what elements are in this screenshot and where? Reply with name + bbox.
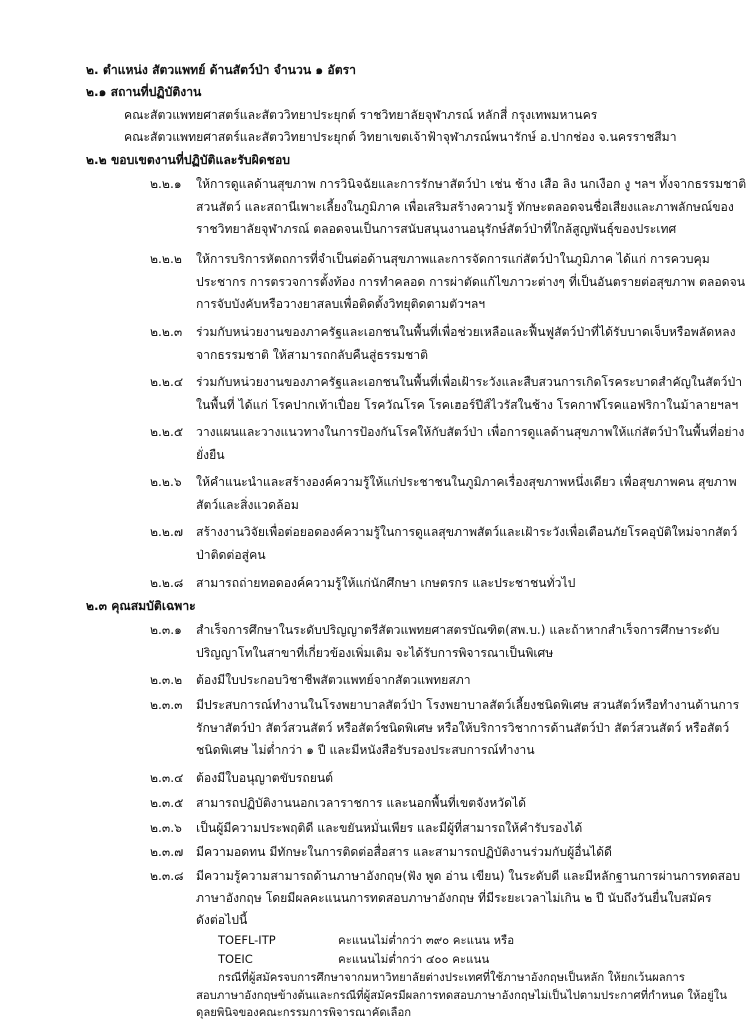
item-line: ให้การบริการหัตถการที่จำเป็นต่อด้านสุขภาพและการจัดการแก่สัตว์ป่าในภูมิภาค ได้แก่ การควบคุม xyxy=(196,252,710,266)
scope-item xyxy=(196,521,738,566)
item-line: สามารถปฏิบัติงานนอกเวลาราชการ และนอกพื้นที่เขตจังหวัดได้ xyxy=(196,796,527,810)
exception-line: ดุลยพินิจของคณะกรรมการพิจารณาคัดเลือก xyxy=(196,1006,412,1019)
item-line: วางแผนและวางแนวทางในการป้องกันโรคให้กับสัตว์ป่า เพื่อการดูแลด้านสุขภาพให้แก่สัตว์ป่าในพื้นที่อย่าง xyxy=(196,425,745,439)
item-line: ยั่งยืน xyxy=(196,447,225,462)
item-line: รักษาสัตว์ป่า สัตว์สวนสัตว์ หรือสัตว์ชนิดพิเศษ หรือให้บริการวิชาการด้านสัตว์ป่า สัตว์สวนสัตว์ หรือสัตว์ xyxy=(196,720,730,735)
item-line: สามารถถ่ายทอดองค์ความรู้ให้แก่นักศึกษา เกษตรกร และประชาชนทั่วไป xyxy=(196,576,576,590)
test-score: คะแนนไม่ต่ำกว่า ๔๐๐ คะแนน xyxy=(338,952,490,966)
item-line: ราชวิทยาลัยจุฬาภรณ์ ตลอดจนเป็นการสนับสนุนงานอนุรักษ์สัตว์ป่าที่ใกล้สูญพันธุ์ของประเทศ xyxy=(196,222,677,236)
scope-item-number: ๒.๒.๗ xyxy=(150,525,183,539)
qualification-item xyxy=(196,817,671,840)
test-name: TOEIC xyxy=(218,952,253,966)
test-score: คะแนนไม่ต่ำกว่า ๓๙๐ คะแนน หรือ xyxy=(338,933,515,947)
qualification-item xyxy=(196,841,671,864)
item-line: ให้คำแนะนำและสร้างองค์ความรู้ให้แก่ประชาชนในภูมิภาคเรื่องสุขภาพหนึ่งเดียว เพื่อสุขภาพคน สุขภาพ xyxy=(196,475,737,489)
scope-item xyxy=(196,572,671,595)
scope-item-number: ๒.๒.๕ xyxy=(150,425,184,439)
item-line: มีความรู้ความสามารถด้านภาษาอังกฤษ(ฟัง พูด อ่าน เขียน) ในระดับดี และมีหลักฐานการผ่านการทดสอบ xyxy=(196,869,741,883)
scope-item xyxy=(196,421,745,466)
qualifications-heading: ๒.๓ คุณสมบัติเฉพาะ xyxy=(86,599,196,613)
qualification-item xyxy=(196,669,671,692)
scope-item-number: ๒.๒.๑ xyxy=(150,177,182,191)
item-line: ต้องมีใบประกอบวิชาชีพสัตวแพทย์จากสัตวแพทยสภา xyxy=(196,673,471,687)
qualification-item-number: ๒.๓.๖ xyxy=(150,821,182,835)
qualification-item xyxy=(196,619,720,664)
scope-item-number: ๒.๒.๔ xyxy=(150,375,184,389)
qualification-item-number: ๒.๓.๓ xyxy=(150,698,183,712)
workplace-heading: ๒.๑ สถานที่ปฏิบัติงาน xyxy=(86,85,202,99)
scope-heading: ๒.๒ ขอบเขตงานที่ปฏิบัติและรับผิดชอบ xyxy=(86,153,291,167)
qualification-item xyxy=(196,792,671,815)
qualification-item-number: ๒.๓.๑ xyxy=(150,623,182,637)
qualification-item-number: ๒.๓.๔ xyxy=(150,771,184,785)
scope-item-number: ๒.๒.๖ xyxy=(150,475,182,489)
qualification-item-number: ๒.๓.๘ xyxy=(150,869,184,883)
workplace-line: คณะสัตวแพทยศาสตร์และสัตววิทยาประยุกต์ วิทยาเขตเจ้าฟ้าจุฬาภรณ์พนารักษ์ อ.ปากช่อง จ.นครราชสีมา xyxy=(124,130,677,144)
qualification-item xyxy=(196,694,740,762)
qualification-item xyxy=(196,865,741,931)
qualification-item-number: ๒.๓.๗ xyxy=(150,845,184,859)
qualification-item-number: ๒.๓.๕ xyxy=(150,796,184,810)
item-line: มีประสบการณ์ทำงานในโรงพยาบาลสัตว์ป่า โรงพยาบาลสัตว์เลี้ยงชนิดพิเศษ สวนสัตว์หรือทำงานด้านการ xyxy=(196,698,740,712)
test-name: TOEFL-ITP xyxy=(218,933,276,947)
item-line: ดังต่อไปนี้ xyxy=(196,913,248,927)
item-line: ประชากร การตรวจการตั้งท้อง การทำคลอด การผ่าตัดแก้ไขภาวะต่างๆ ที่เป็นอันตรายต่อสุขภาพ ตลอดจน xyxy=(196,274,746,289)
qualification-item-number: ๒.๓.๒ xyxy=(150,673,183,687)
scope-item xyxy=(196,321,736,366)
section-heading: ๒. ตำแหน่ง สัตวแพทย์ ด้านสัตว์ป่า จำนวน ๑ อัตรา xyxy=(86,63,357,77)
item-line: ปริญญาโทในสาขาที่เกี่ยวข้องเพิ่มเติม จะได้รับการพิจารณาเป็นพิเศษ xyxy=(196,645,554,660)
item-line: สำเร็จการศึกษาในระดับปริญญาตรีสัตวแพทยศาสตรบัณฑิต(สพ.บ.) และถ้าหากสำเร็จการศึกษาระดับ xyxy=(196,623,720,637)
item-line: สวนสัตว์ และสถานีเพาะเลี้ยงในภูมิภาค เพื่อเสริมสร้างความรู้ ทักษะตลอดจนชื่อเสียงและภาพลักษณ์ของ xyxy=(196,199,734,214)
scope-item-number: ๒.๒.๒ xyxy=(150,252,182,266)
item-line: ให้การดูแลด้านสุขภาพ การวินิจฉัยและการรักษาสัตว์ป่า เช่น ช้าง เสือ ลิง นกเงือก งู ฯลฯ ทั้งจากธรรมชาติ xyxy=(196,177,746,191)
workplace-line: คณะสัตวแพทยศาสตร์และสัตววิทยาประยุกต์ ราชวิทยาลัยจุฬาภรณ์ หลักสี่ กรุงเทพมหานคร xyxy=(124,108,598,122)
item-line: ชนิดพิเศษ ไม่ต่ำกว่า ๑ ปี และมีหนังสือรับรองประสบการณ์ทำงาน xyxy=(196,743,535,757)
item-line: จากธรรมชาติ ให้สามารถกลับคืนสู่ธรรมชาติ xyxy=(196,347,429,362)
item-line: ร่วมกับหน่วยงานของภาครัฐและเอกชนในพื้นที่เพื่อช่วยเหลือและฟื้นฟูสัตว์ป่าที่ได้รับบาดเจ็บหรือพลัดหลง xyxy=(196,325,736,339)
scope-item xyxy=(196,471,737,516)
item-line: ภาษาอังกฤษ โดยมีผลคะแนนการทดสอบภาษาอังกฤษ ที่มีระยะเวลาไม่เกิน ๒ ปี นับถึงวันยื่นใบสมัคร xyxy=(196,891,712,905)
item-line: ต้องมีใบอนุญาตขับรถยนต์ xyxy=(196,771,334,785)
item-line: มีความอดทน มีทักษะในการติดต่อสื่อสาร และสามารถปฏิบัติงานร่วมกับผู้อื่นได้ดี xyxy=(196,845,612,859)
scope-item-number: ๒.๒.๓ xyxy=(150,325,183,339)
scope-item xyxy=(196,173,746,241)
item-line: สัตว์และสิ่งแวดล้อม xyxy=(196,497,299,512)
exception-line: สอบภาษาอังกฤษข้างต้นและกรณีที่ผู้สมัครมีผลการทดสอบภาษาอังกฤษไม่เป็นไปตามประกาศที่กำหนด ให้อยู่ใน xyxy=(196,989,727,1002)
item-line: ป่าติดต่อสู่คน xyxy=(196,547,266,562)
qualification-item xyxy=(196,767,671,790)
item-line: ในพื้นที่ ได้แก่ โรคปากเท้าเปื่อย โรควัณโรค โรคเฮอร์ปีส์ไวรัสในช้าง โรคกาฬโรคแอฟริกาในม้าลายฯลฯ xyxy=(196,397,739,412)
scope-item xyxy=(196,248,746,316)
item-line: เป็นผู้มีความประพฤติดี และขยันหมั่นเพียร และมีผู้ที่สามารถให้คำรับรองได้ xyxy=(196,821,583,835)
scope-item xyxy=(196,371,743,416)
item-line: การจับบังคับหรือวางยาสลบเพื่อติดตั้งวิทยุติดตามตัวฯลฯ xyxy=(196,297,486,311)
item-line: สร้างงานวิจัยเพื่อต่อยอดองค์ความรู้ในการดูแลสุขภาพสัตว์และเฝ้าระวังเพื่อเตือนภัยโรคอุบัติใหม่จากสัตว์ xyxy=(196,525,738,539)
exception-line: กรณีที่ผู้สมัครจบการศึกษาจากมหาวิทยาลัยต่างประเทศที่ใช้ภาษาอังกฤษเป็นหลัก ให้ยกเว้นผลการ xyxy=(218,971,685,984)
item-line: ร่วมกับหน่วยงานของภาครัฐและเอกชนในพื้นที่เพื่อเฝ้าระวังและสืบสวนการเกิดโรคระบาดสำคัญในสัตว์ป่า xyxy=(196,375,743,389)
scope-item-number: ๒.๒.๘ xyxy=(150,576,184,590)
